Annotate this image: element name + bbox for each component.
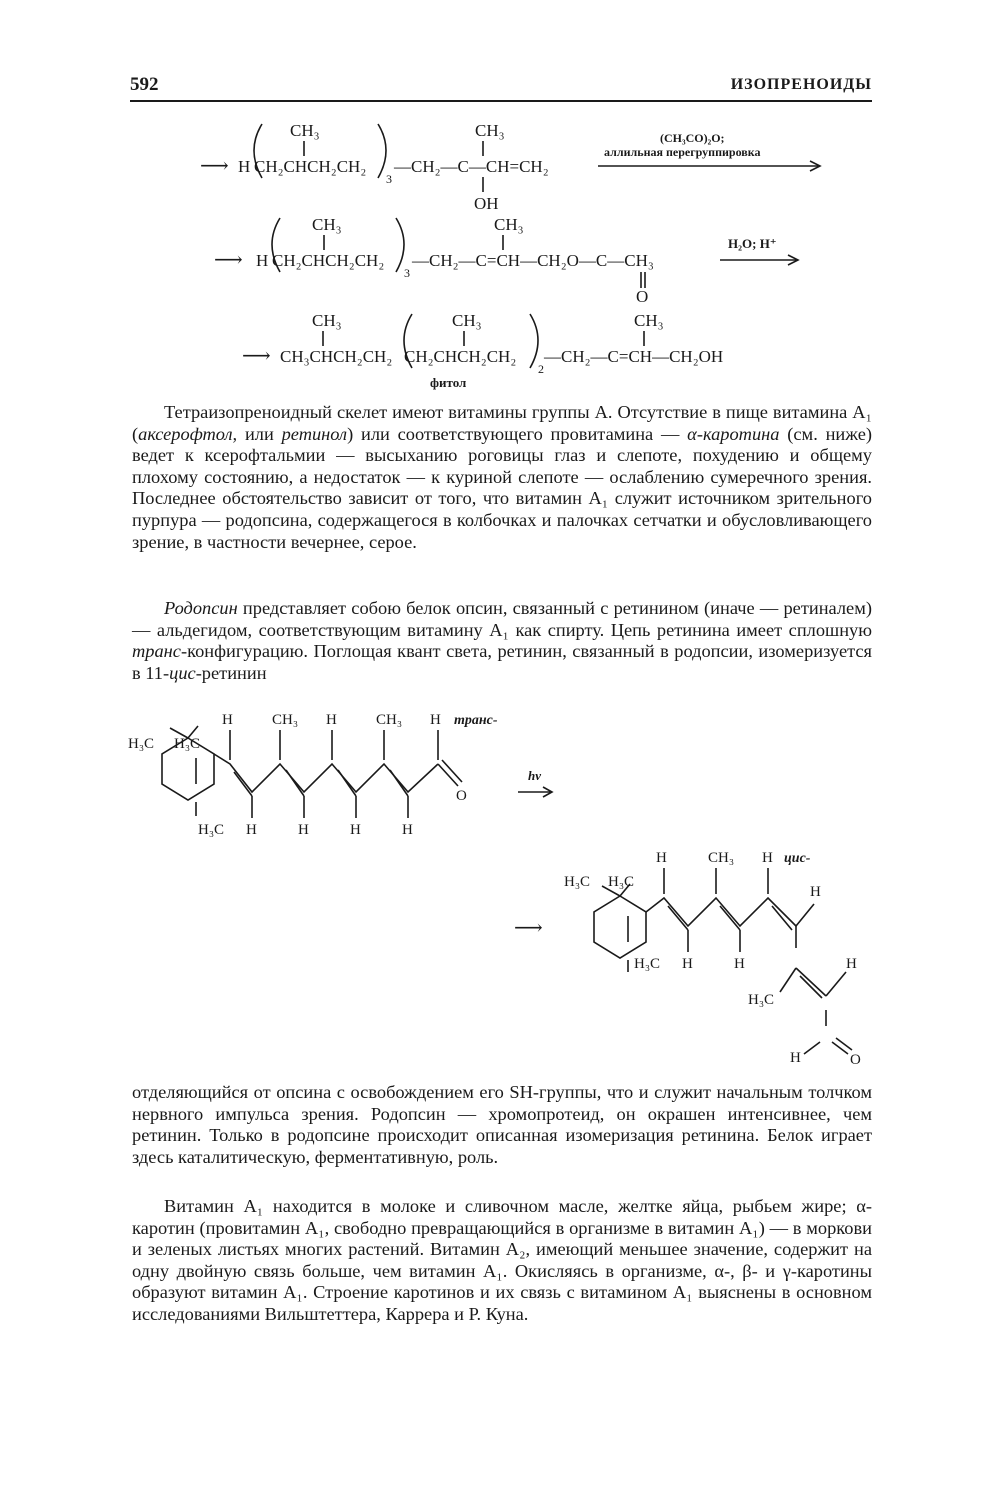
trans-h-down-4: H — [402, 822, 413, 838]
row2-close-paren — [396, 218, 404, 272]
cis-dbl-1 — [668, 906, 688, 930]
row2-ch3-right: CH₃ — [494, 215, 524, 234]
cis-methyl-lower-bond — [780, 968, 796, 992]
row2-h: H — [256, 251, 269, 270]
cis-ald-h-bond — [804, 1042, 820, 1054]
trans-dbl-4 — [390, 770, 408, 796]
structure-trans-retinal — [128, 712, 552, 838]
p2-text-b: -конфигурацию. Поглощая квант света, ретинин, связанный в родопсии, изомеризуется в 11- — [132, 641, 872, 683]
row3-unit: CH₂CHCH₂CH₂ — [404, 347, 517, 366]
cis-h-down-1: H — [682, 956, 693, 972]
cis-h3c-2: H₃C — [608, 874, 635, 890]
row3-ch3-c: CH₃ — [634, 311, 664, 330]
row1-oh: OH — [474, 194, 499, 213]
p1-text-c: ) или соответствующего провитамина — — [347, 423, 688, 444]
scheme-row-1 — [200, 121, 820, 213]
row3-tail: —CH₂—C=CH—CH₂OH — [544, 347, 724, 366]
cis-ring — [594, 896, 646, 958]
row2-unit: CH₂CHCH₂CH₂ — [272, 251, 385, 270]
row3-subscript: 2 — [538, 362, 544, 376]
p1-italic-a: аксерофтол, — [138, 423, 238, 444]
row1-tail: —CH₂—C—CH=CH₂ — [394, 157, 549, 176]
row2-o: O — [636, 287, 649, 306]
paragraph-vitamin-a — [132, 402, 872, 553]
row1-h: H — [238, 157, 251, 176]
cis-dbl-2 — [720, 906, 740, 930]
cis-label: цис- — [784, 851, 811, 866]
p1-text-d: (см. ниже) ведет к ксерофтальмии — высыханию роговицы глаз и слепоте, похудению и общему плохому состоянию, а недостаток — к куриной слепоте — ослаблению сумеречного зрения. Последнее обстоятельство зависит от того, что витамин A₁ служит источником зрительного пурпура — родопсина, содержащегося в колбочках и палочках сетчатки и обусловливающего зрение, в частности вечернее, серое. — [132, 423, 873, 552]
trans-h-down-2: H — [298, 822, 309, 838]
p2-italic-b: транс — [132, 641, 181, 662]
p2-text-a: представляет собою белок опсин, связанный с ретинином (иначе — ретиналем) — альдегидом, соответствующим витамину A₁ как спирту. Цепь ретинина имеет сплошную — [132, 598, 872, 640]
trans-h3c-2: H₃C — [174, 736, 201, 752]
running-head: ИЗОПРЕНОИДЫ — [730, 76, 872, 93]
row1-ch3-left: CH₃ — [290, 121, 320, 140]
cis-co-2 — [836, 1038, 852, 1050]
compound-name-phytol: фитол — [430, 375, 467, 390]
trans-dbl-2 — [286, 770, 304, 796]
paragraph-rhodopsin — [132, 598, 872, 684]
structure-cis-retinal — [514, 850, 861, 1068]
cis-o: O — [850, 1052, 861, 1068]
trans-chain — [214, 754, 438, 792]
trans-h3c-1: H₃C — [128, 736, 155, 752]
row2-reagent: H₂O; H⁺ — [728, 236, 777, 251]
row3-ch3-a: CH₃ — [312, 311, 342, 330]
trans-ch3-up-2: CH₃ — [376, 712, 403, 728]
p1-text-b: или — [237, 423, 282, 444]
cis-co-1 — [832, 1042, 848, 1054]
cis-h-down-2: H — [734, 956, 745, 972]
scheme-row-3 — [242, 311, 723, 390]
p2-italic-c: цис — [169, 662, 196, 683]
paragraph-opsin: отделяющийся от опсина с освобождением его SH-группы, что и служит начальным толчком нервного импульса зрения. Родопсин — хромопротеид, он окрашен интенсивнее, чем ретинин. Только в родопсине происходит описанная изомеризация ретинина. Белок играет здесь каталитическую, ферментативную, роль. — [132, 1082, 872, 1167]
cis-h-bond-right — [796, 904, 814, 926]
trans-h-up-2: H — [326, 712, 337, 728]
cis-ald-h: H — [790, 1050, 801, 1066]
p1-italic-b: ретинол — [281, 423, 348, 444]
row2-tail: —CH₂—C=CH—CH₂O—C—CH₃ — [412, 251, 654, 270]
cis-dbl-4 — [800, 976, 822, 998]
trans-h-up-3: H — [430, 712, 441, 728]
row1-subscript: 3 — [386, 172, 392, 186]
reaction-arrow: ⟶ — [214, 249, 243, 271]
row2-ch3-left: CH₃ — [312, 215, 342, 234]
trans-h3c-low: H₃C — [198, 822, 225, 838]
hv-label: hν — [528, 768, 541, 783]
page-number: 592 — [130, 74, 159, 95]
reaction-arrow: ⟶ — [514, 917, 543, 939]
row2-subscript: 3 — [404, 266, 410, 280]
cis-chain-upper — [646, 898, 796, 926]
row3-left: CH₃CHCH₂CH₂ — [280, 347, 393, 366]
cis-h-bond-lower — [826, 972, 846, 996]
trans-label: транс- — [454, 713, 498, 728]
cis-chain-lower-1 — [796, 968, 826, 996]
p1-italic-c: α-каротина — [687, 423, 780, 444]
cis-h3c-1: H₃C — [564, 874, 591, 890]
cis-h-lower: H — [846, 956, 857, 972]
reaction-arrow: ⟶ — [200, 155, 229, 177]
row1-ch3-right: CH₃ — [475, 121, 505, 140]
trans-dbl-1 — [234, 772, 252, 796]
paragraph-sources: Витамин A₁ находится в молоке и сливочном масле, желтке яйца, рыбьем жире; α-каротин (провитамин A₁, свободно превращающийся в организме в витамин A₁) — в моркови и зеленых листьях многих растений. Витамин A₂, имеющий меньшее значение, содержит на одну двойную связь больше, чем витамин A₁. Окисляясь в организме, α-, β- и γ-каротины образуют витамин A₁. Строение каротинов и их связь с витамином A₁ выяснены в основном исследованиями Вильштеттера, Каррера и Р. Куна. — [132, 1196, 872, 1324]
p2-italic-a: Родопсин — [164, 598, 238, 618]
reaction-arrow: ⟶ — [242, 345, 271, 367]
cis-ch3-up: CH₃ — [708, 850, 735, 866]
cis-h3c-mid: H₃C — [748, 992, 775, 1008]
cis-h-up-1: H — [656, 850, 667, 866]
scheme-row-2 — [214, 215, 798, 306]
cis-h-right: H — [810, 884, 821, 900]
row1-reagent-bottom: аллильная перегруппировка — [604, 145, 761, 159]
row1-reagent-top: (CH₃CO)₂O; — [660, 131, 725, 145]
trans-h-down-1: H — [246, 822, 257, 838]
cis-h-up-2: H — [762, 850, 773, 866]
trans-ch3-up-1: CH₃ — [272, 712, 299, 728]
p2-text-c: -ретинин — [195, 662, 267, 683]
row1-unit: CH₂CHCH₂CH₂ — [254, 157, 367, 176]
row1-close-paren — [378, 124, 386, 178]
trans-h-up-1: H — [222, 712, 233, 728]
cis-h3c-low: H₃C — [634, 956, 661, 972]
trans-dbl-3 — [338, 770, 356, 796]
row3-close-paren — [530, 314, 538, 368]
row3-ch3-b: CH₃ — [452, 311, 482, 330]
trans-o: O — [456, 788, 467, 804]
trans-h-down-3: H — [350, 822, 361, 838]
p1-text-a: Тетраизопреноидный скелет имеют витамины группы А. Отсутствие в пище витамина A₁ ( — [132, 402, 872, 444]
